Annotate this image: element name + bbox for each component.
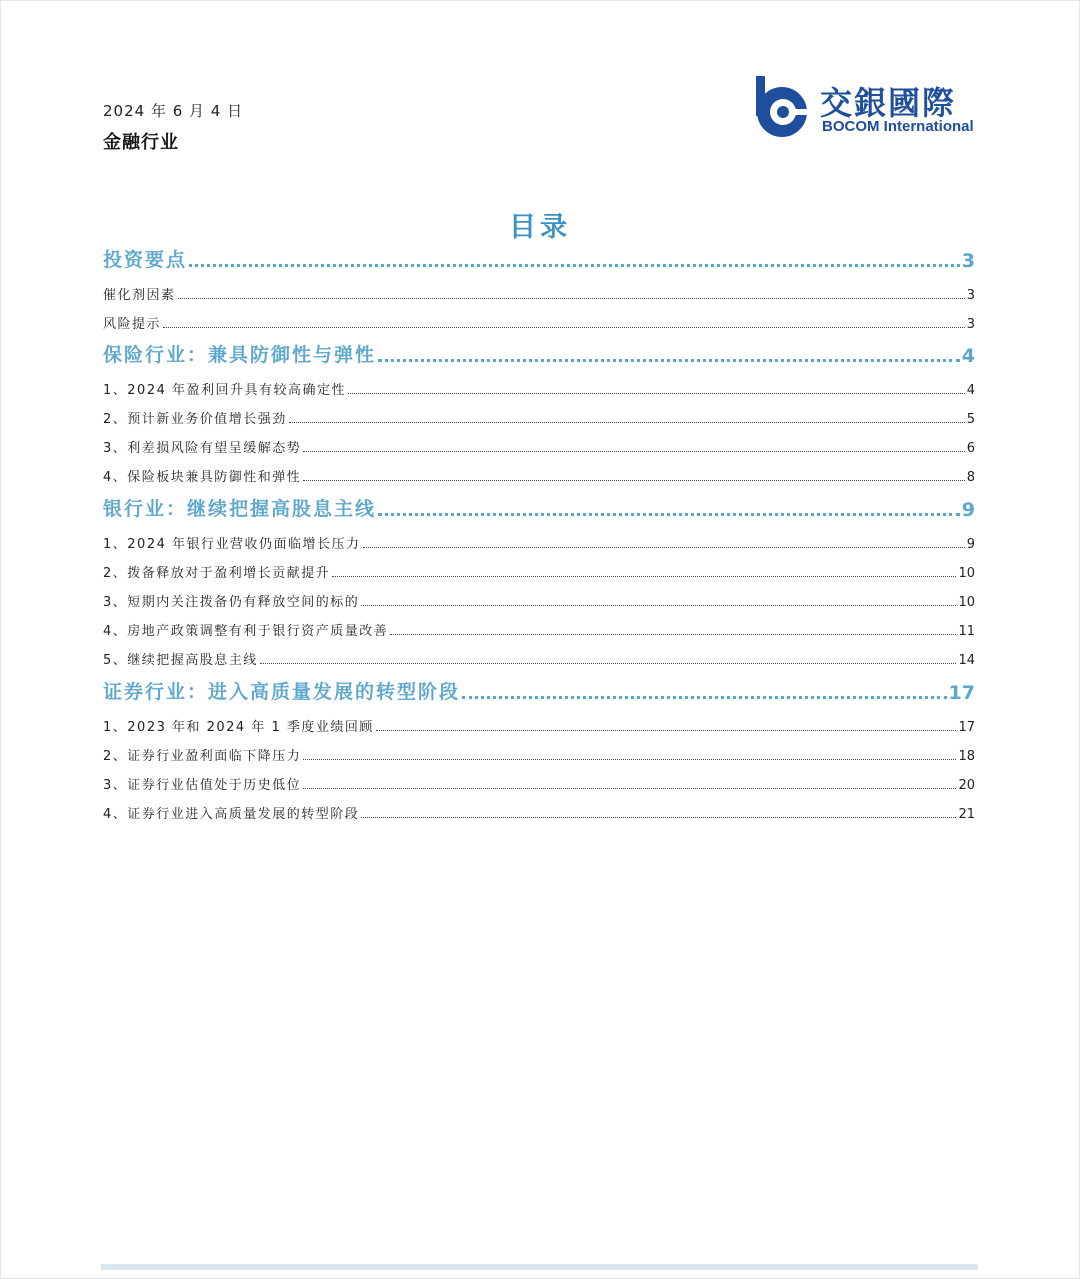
toc-entry-label: 2、预计新业务价值增长强劲 [103, 412, 287, 427]
toc-entry-label: 1、2024 年盈利回升具有较高确定性 [103, 383, 346, 398]
toc-entry-label: 3、利差损风险有望呈缓解态势 [103, 441, 302, 456]
toc-subsection-entry[interactable] [103, 746, 975, 764]
toc-leader-dots [378, 510, 960, 516]
toc-page-number: 6 [966, 441, 975, 456]
toc-subsection-entry[interactable] [103, 285, 975, 303]
bocom-logo [752, 74, 982, 140]
toc-entry-label: 4、保险板块兼具防御性和弹性 [103, 470, 302, 485]
report-date: 2024 年 6 月 4 日 [103, 102, 244, 120]
toc-subsection-entry[interactable] [103, 467, 975, 485]
bocom-logo-icon [752, 74, 812, 140]
toc-subsection-entry[interactable] [103, 804, 975, 822]
toc-page-number: 17 [958, 720, 975, 735]
toc-page-number: 9 [961, 499, 975, 521]
toc-leader-dots [361, 815, 956, 818]
toc-page-number: 4 [966, 383, 975, 398]
toc-leader-dots [363, 545, 965, 548]
toc-entry-label: 5、继续把握高股息主线 [103, 653, 258, 668]
toc-leader-dots [189, 261, 960, 267]
toc-leader-dots [178, 296, 965, 299]
toc-section-entry[interactable] [103, 248, 975, 272]
toc-entry-label: 2、证券行业盈利面临下降压力 [103, 749, 302, 764]
toc-subsection-entry[interactable] [103, 409, 975, 427]
toc-entry-label: 1、2024 年银行业营收仍面临增长压力 [103, 537, 361, 552]
toc-subsection-entry[interactable] [103, 717, 975, 735]
toc-page-number: 14 [958, 653, 975, 668]
toc-page-number: 18 [958, 749, 975, 764]
toc-leader-dots [289, 420, 965, 423]
toc-leader-dots [303, 478, 964, 481]
toc-leader-dots [462, 693, 947, 699]
toc-entry-label: 风险提示 [103, 317, 162, 332]
toc-leader-dots [378, 356, 960, 362]
toc-page-number: 3 [966, 317, 975, 332]
toc-page-number: 8 [966, 470, 975, 485]
toc-entry-label: 2、拨备释放对于盈利增长贡献提升 [103, 566, 331, 581]
toc-subsection-entry[interactable] [103, 592, 975, 610]
footer-bar [101, 1264, 978, 1270]
toc-page-number: 17 [948, 682, 975, 704]
toc-leader-dots [303, 786, 956, 789]
toc-page-number: 3 [961, 250, 975, 272]
toc-subsection-entry[interactable] [103, 621, 975, 639]
toc-title: 目录 [509, 212, 571, 243]
toc-leader-dots [390, 632, 956, 635]
logo-name-cn: 交銀國際 [820, 84, 957, 122]
toc-page-number: 10 [958, 595, 975, 610]
toc-page-number: 9 [966, 537, 975, 552]
toc-page-number: 11 [958, 624, 975, 639]
toc-leader-dots [303, 757, 956, 760]
toc-subsection-entry[interactable] [103, 380, 975, 398]
toc-page-number: 5 [966, 412, 975, 427]
toc-leader-dots [332, 574, 956, 577]
toc-entry-label: 证券行业：进入高质量发展的转型阶段 [103, 681, 461, 703]
toc-entry-label: 催化剂因素 [103, 288, 176, 303]
toc-leader-dots [303, 449, 964, 452]
toc-entry-label: 保险行业：兼具防御性与弹性 [103, 344, 377, 366]
toc-subsection-entry[interactable] [103, 314, 975, 332]
toc-entry-label: 4、房地产政策调整有利于银行资产质量改善 [103, 624, 389, 639]
toc-page-number: 3 [966, 288, 975, 303]
toc-subsection-entry[interactable] [103, 775, 975, 793]
toc-page-number: 21 [958, 807, 975, 822]
toc-entry-label: 1、2023 年和 2024 年 1 季度业绩回顾 [103, 720, 374, 735]
toc-page-number: 4 [961, 345, 975, 367]
toc-leader-dots [376, 728, 957, 731]
toc-leader-dots [348, 391, 965, 394]
toc-leader-dots [361, 603, 956, 606]
logo-name-en: BOCOM International [822, 118, 974, 135]
toc-entry-label: 投资要点 [103, 249, 188, 271]
toc-subsection-entry[interactable] [103, 534, 975, 552]
toc-section-entry[interactable] [103, 343, 975, 367]
toc-section-entry[interactable] [103, 680, 975, 704]
industry-title: 金融行业 [103, 132, 179, 153]
toc-entry-label: 3、证券行业估值处于历史低位 [103, 778, 302, 793]
toc-section-entry[interactable] [103, 497, 975, 521]
toc-page-number: 10 [958, 566, 975, 581]
toc-subsection-entry[interactable] [103, 650, 975, 668]
toc-entry-label: 4、证券行业进入高质量发展的转型阶段 [103, 807, 360, 822]
toc-subsection-entry[interactable] [103, 438, 975, 456]
toc-page-number: 20 [958, 778, 975, 793]
toc-leader-dots [260, 661, 957, 664]
toc-entry-label: 银行业：继续把握高股息主线 [103, 498, 377, 520]
toc-entry-label: 3、短期内关注拨备仍有释放空间的标的 [103, 595, 360, 610]
toc-subsection-entry[interactable] [103, 563, 975, 581]
toc-leader-dots [163, 325, 965, 328]
